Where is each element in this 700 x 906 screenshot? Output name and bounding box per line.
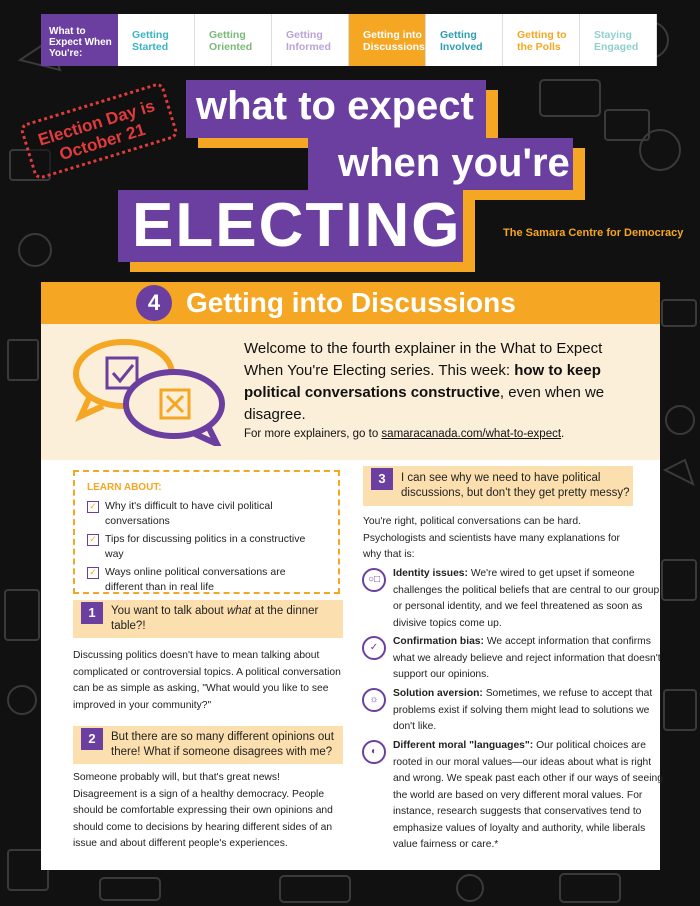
question-2 bbox=[73, 726, 343, 764]
question-number: 2 bbox=[81, 728, 103, 750]
answer-2: Someone probably will, but that's great news! Disagreement is a sign of a healthy democracy. People should be comfortable expressing their own opinions and should come to decisions by hearing different sides of an issue and about different people's experiences. bbox=[73, 772, 333, 849]
learn-item bbox=[87, 499, 326, 529]
speech-bubbles-icon bbox=[69, 336, 229, 446]
reason-title: Solution aversion: bbox=[393, 688, 483, 699]
section-header bbox=[41, 282, 660, 324]
main-content bbox=[41, 460, 663, 870]
reason-identity bbox=[363, 566, 663, 632]
nav-step-getting-into-discussions[interactable]: Getting into Discussions bbox=[349, 14, 426, 66]
identity-icon: ○□ bbox=[362, 568, 386, 592]
question-text: I can see why we need to have political discussions, but don't they get pretty messy? bbox=[401, 472, 630, 499]
reason-text: Sometimes, we refuse to accept that problems exist if solving them might lead to solutions we don't like. bbox=[393, 688, 653, 732]
section-number: 4 bbox=[136, 285, 172, 321]
learn-about-box bbox=[73, 470, 340, 594]
half-circle-icon: ◐ bbox=[362, 740, 386, 764]
nav-lead: What to Expect When You're: bbox=[41, 14, 118, 66]
answer-1: Discussing politics doesn't have to mean talking about complicated or controversial topics. A political conversation can be as simple as asking, "What would you like to see improved in your community?" bbox=[73, 650, 341, 711]
question-number: 3 bbox=[371, 468, 393, 490]
confirmation-icon: ✓ bbox=[362, 636, 386, 660]
question-number: 1 bbox=[81, 602, 103, 624]
nav-step-getting-started[interactable]: Getting Started bbox=[118, 14, 195, 66]
reason-text: Our political choices are rooted in our moral values—our ideas about what is right and wrong. We speak past each other if our ways of seeing the world are based on very different moral values. For instance, research suggests that conservatives tend to emphasize values of loyalty and authority, while liberals value fairness or care.* bbox=[393, 740, 663, 850]
q1-pre: You want to talk about bbox=[111, 605, 227, 617]
more-prefix: For more explainers, go to bbox=[244, 428, 382, 440]
section-title: Getting into Discussions bbox=[186, 287, 516, 318]
reason-moral bbox=[363, 738, 663, 854]
learn-about-heading: LEARN ABOUT: bbox=[87, 482, 162, 493]
nav-step-staying-engaged[interactable]: Staying Engaged bbox=[580, 14, 657, 66]
nav-step-getting-to-the-polls[interactable]: Getting to the Polls bbox=[503, 14, 580, 66]
intro-text-part: Welcome to the fourth explainer in the What to Expect When You're Electing series. This week: bbox=[244, 340, 603, 379]
learn-item-text: Tips for discussing politics in a constructive way bbox=[105, 533, 306, 560]
question-1 bbox=[73, 600, 343, 638]
q1-italic: what bbox=[226, 605, 252, 617]
intro-panel bbox=[41, 324, 660, 460]
reason-title: Different moral "languages": bbox=[393, 740, 534, 751]
question-text: But there are so many different opinions out there! What if someone disagrees with me? bbox=[111, 731, 334, 758]
more-explainers bbox=[244, 428, 564, 440]
brand-name: The Samara Centre for Democracy bbox=[503, 227, 684, 239]
learn-item bbox=[87, 532, 326, 562]
page-title bbox=[118, 80, 638, 270]
title-line-3: ELECTING bbox=[118, 190, 463, 262]
more-suffix: . bbox=[561, 428, 565, 440]
check-icon: ✓ bbox=[87, 501, 99, 513]
check-icon: ✓ bbox=[87, 534, 99, 546]
intro-text-part: , even when we disagree. bbox=[244, 384, 605, 423]
question-text bbox=[111, 604, 343, 634]
intro-text bbox=[244, 338, 624, 426]
title-line-2: when you're bbox=[308, 138, 573, 190]
learn-item-text: Ways online political conversations are different than in real life bbox=[105, 566, 286, 593]
more-explainers-link[interactable]: samaracanada.com/what-to-expect bbox=[381, 428, 562, 440]
nav-step-getting-involved[interactable]: Getting Involved bbox=[426, 14, 503, 66]
answer-3: You're right, political conversations can be hard. Psychologists and scientists have many explanations for why that is: bbox=[363, 516, 620, 560]
nav-step-getting-oriented[interactable]: Getting Oriented bbox=[195, 14, 272, 66]
learn-item bbox=[87, 565, 326, 595]
q1-post: at the dinner table?! bbox=[111, 605, 319, 632]
title-line-1: what to expect bbox=[186, 80, 486, 138]
reason-title: Confirmation bias: bbox=[393, 636, 484, 647]
check-icon: ✓ bbox=[87, 567, 99, 579]
reason-solution bbox=[363, 686, 663, 736]
lightbulb-icon: ☼ bbox=[362, 688, 386, 712]
learn-item-text: Why it's difficult to have civil political conversations bbox=[105, 500, 273, 527]
reason-text: We accept information that confirms what we already believe and reject information that doesn't support our opinions. bbox=[393, 636, 661, 680]
intro-text-bold: how to keep political conversations constructive bbox=[244, 362, 601, 401]
reason-confirmation bbox=[363, 634, 663, 684]
series-nav bbox=[41, 14, 657, 66]
nav-step-getting-informed[interactable]: Getting Informed bbox=[272, 14, 349, 66]
reason-title: Identity issues: bbox=[393, 568, 468, 579]
reason-text: We're wired to get upset if someone challenges the political beliefs that are central to our group or personal identity, and we feel threatened as soon as divisive topics come up. bbox=[393, 568, 660, 629]
election-day-stamp: Election Day is October 21 bbox=[19, 81, 179, 180]
question-3 bbox=[363, 466, 633, 506]
